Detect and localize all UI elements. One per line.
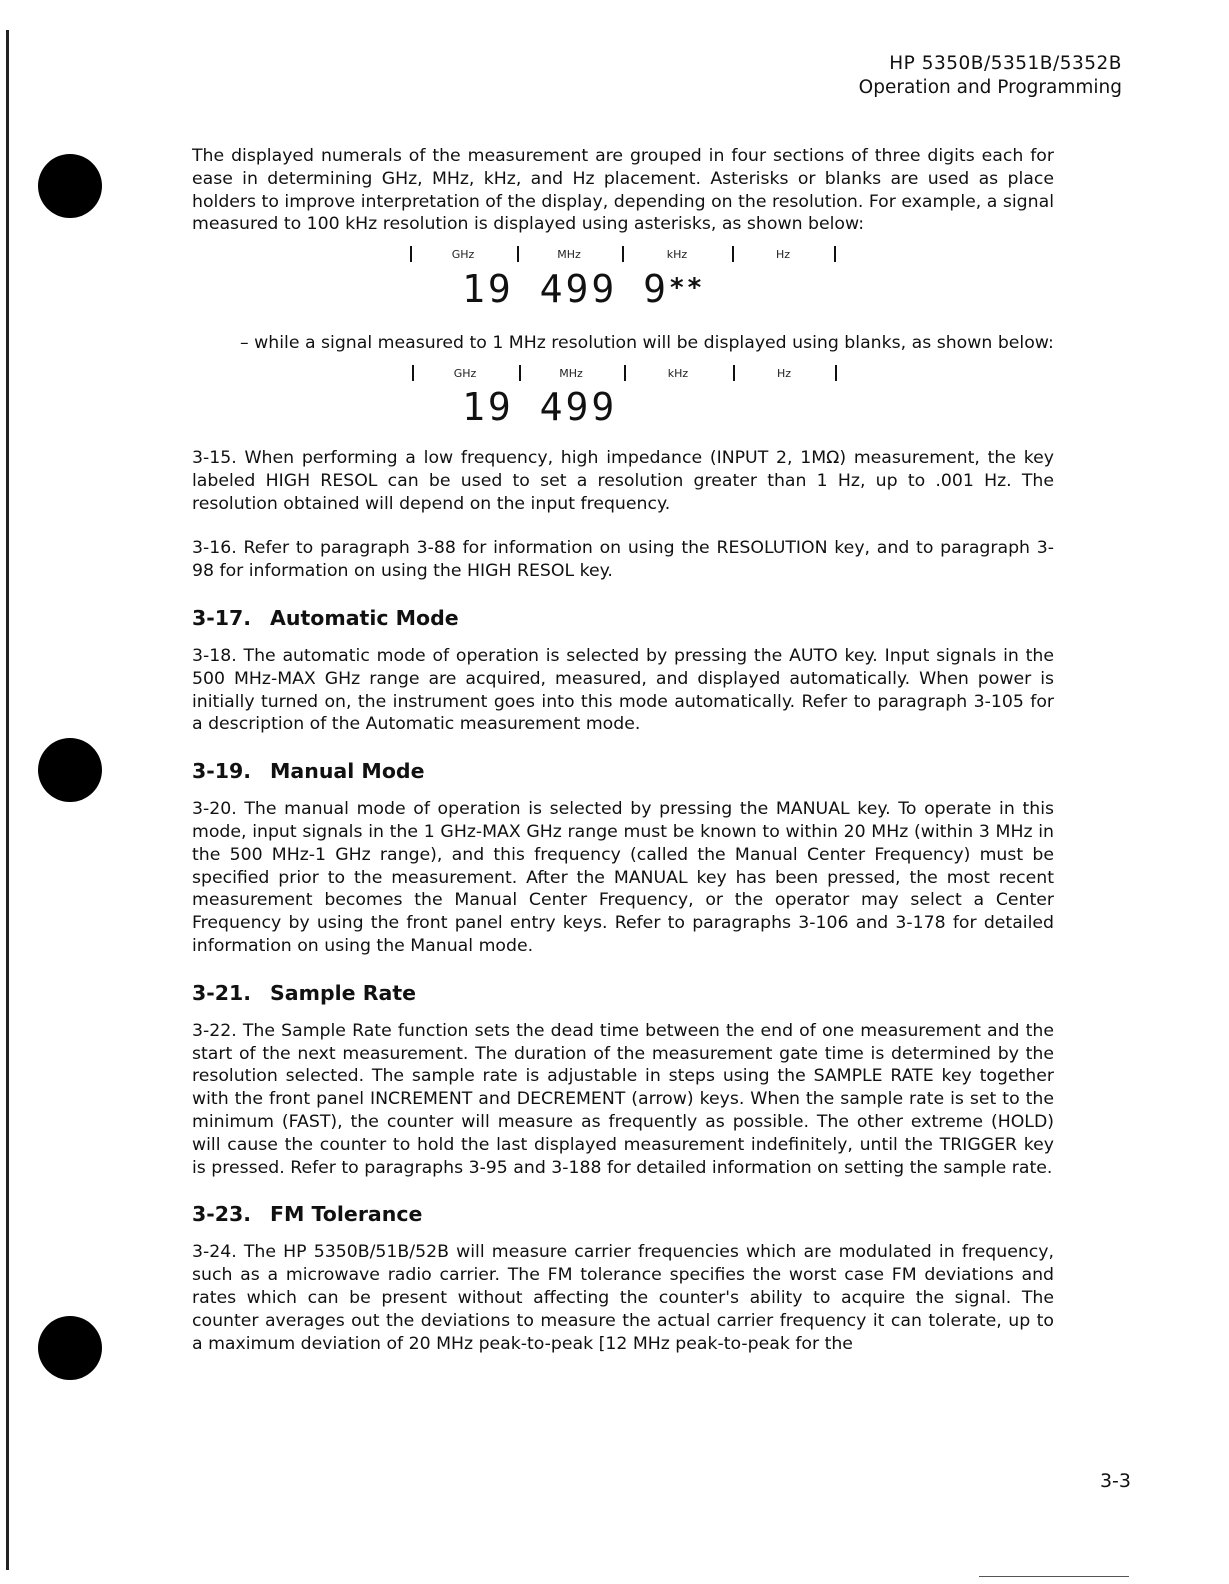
running-header bbox=[859, 52, 1122, 100]
unit-label-hz: Hz bbox=[775, 248, 791, 262]
section-heading bbox=[192, 1201, 1054, 1227]
section-body: 3-24. The HP 5350B/51B/52B will measure carrier frequencies which are modulated in frequency, such as a microwave radio carrier. The FM tolerance specifies the worst case FM deviations and rates which can be present without affecting the counter's ability to acquire the signal. The counter averages out the deviations to measure the actual carrier frequency it can tolerate, up to a maximum deviation of 20 MHz peak-to-peak [12 MHz peak-to-peak for the bbox=[192, 1242, 1054, 1354]
section-number: 3-19. bbox=[192, 759, 252, 784]
section-number: 3-21. bbox=[192, 980, 252, 1005]
unit-label-khz: kHz bbox=[666, 248, 688, 262]
binder-hole bbox=[38, 1316, 102, 1380]
group-divider bbox=[624, 365, 626, 381]
section-heading bbox=[192, 758, 1054, 784]
section-body: 3-20. The manual mode of operation is selected by pressing the MANUAL key. To operate in this mode, input signals in the 1 GHz-MAX GHz range must be known to within 20 MHz (within 3 MHz in the 500 MHz-1 GHz range), and this frequency (called the Manual Center Frequency) must be specified prior to the measurement. After the MANUAL key has been pressed, the most recent measurement becomes the Manual Center Frequency, or the operator may select a Center Frequency by using the front panel entry keys. Refer to paragraphs 3-106 and 3-178 for detailed information on using the Manual mode. bbox=[192, 799, 1054, 956]
group-divider bbox=[412, 365, 414, 381]
page-number: 3-3 bbox=[1099, 1470, 1131, 1492]
group-divider bbox=[517, 246, 519, 262]
unit-label-hz: Hz bbox=[776, 366, 792, 380]
section-number: 3-23. bbox=[192, 1202, 252, 1227]
unit-label-mhz: MHz bbox=[557, 248, 581, 262]
intro-paragraph: The displayed numerals of the measurement are grouped in four sections of three digits each for ease in determining GHz, MHz, kHz, and Hz placement. Asterisks or blanks are used as place holders to improve interpretation of the display, depending on the resolution. For example, a signal measured to 100 kHz resolution is displayed using asterisks, as shown below: bbox=[192, 146, 1054, 235]
header-section: Operation and Programming bbox=[858, 77, 1122, 98]
readout-placeholders: ** bbox=[669, 273, 705, 304]
footer-rule bbox=[979, 1576, 1129, 1577]
page-content bbox=[192, 145, 1054, 1355]
display-example-asterisks bbox=[192, 236, 1054, 332]
header-model: HP 5350B/5351B/5352B bbox=[889, 53, 1122, 74]
section-number: 3-17. bbox=[192, 605, 252, 630]
unit-label-mhz: MHz bbox=[559, 366, 583, 380]
group-divider bbox=[732, 246, 734, 262]
group-divider bbox=[733, 365, 735, 381]
section-title: FM Tolerance bbox=[270, 1202, 423, 1227]
page-scan-edge bbox=[6, 30, 9, 1570]
transition-paragraph: – while a signal measured to 1 MHz resolution will be displayed using blanks, as shown below: bbox=[240, 333, 1054, 354]
paragraph-3-15: 3-15. When performing a low frequency, high impedance (INPUT 2, 1MΩ) measurement, the key labeled HIGH RESOL can be used to set a resolution greater than 1 Hz, up to .001 Hz. The resolution obtained will depend on the input frequency. bbox=[192, 447, 1054, 514]
section-body: 3-22. The Sample Rate function sets the dead time between the end of one measurement and the start of the next measurement. The duration of the measurement gate time is determined by the resolution selected. The sample rate is adjustable in steps using the SAMPLE RATE key together with the front panel INCREMENT and DECREMENT (arrow) keys. When the sample rate is set to the minimum (FAST), the counter will measure as frequently as possible. The other extreme (HOLD) will cause the counter to hold the last displayed measurement indefinitely, until the TRIGGER key is pressed. Refer to paragraphs 3-95 and 3-188 for detailed information on setting the sample rate. bbox=[192, 1020, 1054, 1178]
group-divider bbox=[622, 246, 624, 262]
unit-label-khz: kHz bbox=[667, 366, 689, 380]
display-readout bbox=[462, 385, 617, 429]
binder-hole bbox=[38, 154, 102, 218]
group-divider bbox=[834, 246, 836, 262]
display-readout bbox=[462, 266, 704, 311]
section-heading bbox=[192, 980, 1054, 1006]
section-title: Sample Rate bbox=[270, 980, 417, 1005]
group-divider bbox=[410, 246, 412, 262]
binder-hole bbox=[38, 738, 102, 802]
display-example-blanks bbox=[192, 355, 1054, 447]
unit-label-ghz: GHz bbox=[453, 366, 477, 380]
paragraph-3-16: 3-16. Refer to paragraph 3-88 for information on using the RESOLUTION key, and to paragraph 3-98 for information on using the HIGH RESOL key. bbox=[192, 538, 1054, 582]
readout-digits: 19 499 9 bbox=[462, 267, 670, 312]
group-divider bbox=[835, 365, 837, 381]
section-title: Manual Mode bbox=[270, 759, 425, 784]
readout-digits: 19 499 bbox=[462, 384, 618, 429]
section-heading bbox=[192, 605, 1054, 631]
group-divider bbox=[519, 365, 521, 381]
section-body: 3-18. The automatic mode of operation is selected by pressing the AUTO key. Input signals in the 500 MHz-MAX GHz range are acquired, measured, and displayed automatically. When power is initially turned on, the instrument goes into this mode automatically. Refer to paragraph 3-105 for a description of the Automatic measurement mode. bbox=[192, 645, 1054, 735]
unit-label-ghz: GHz bbox=[451, 248, 475, 262]
section-title: Automatic Mode bbox=[270, 605, 459, 630]
